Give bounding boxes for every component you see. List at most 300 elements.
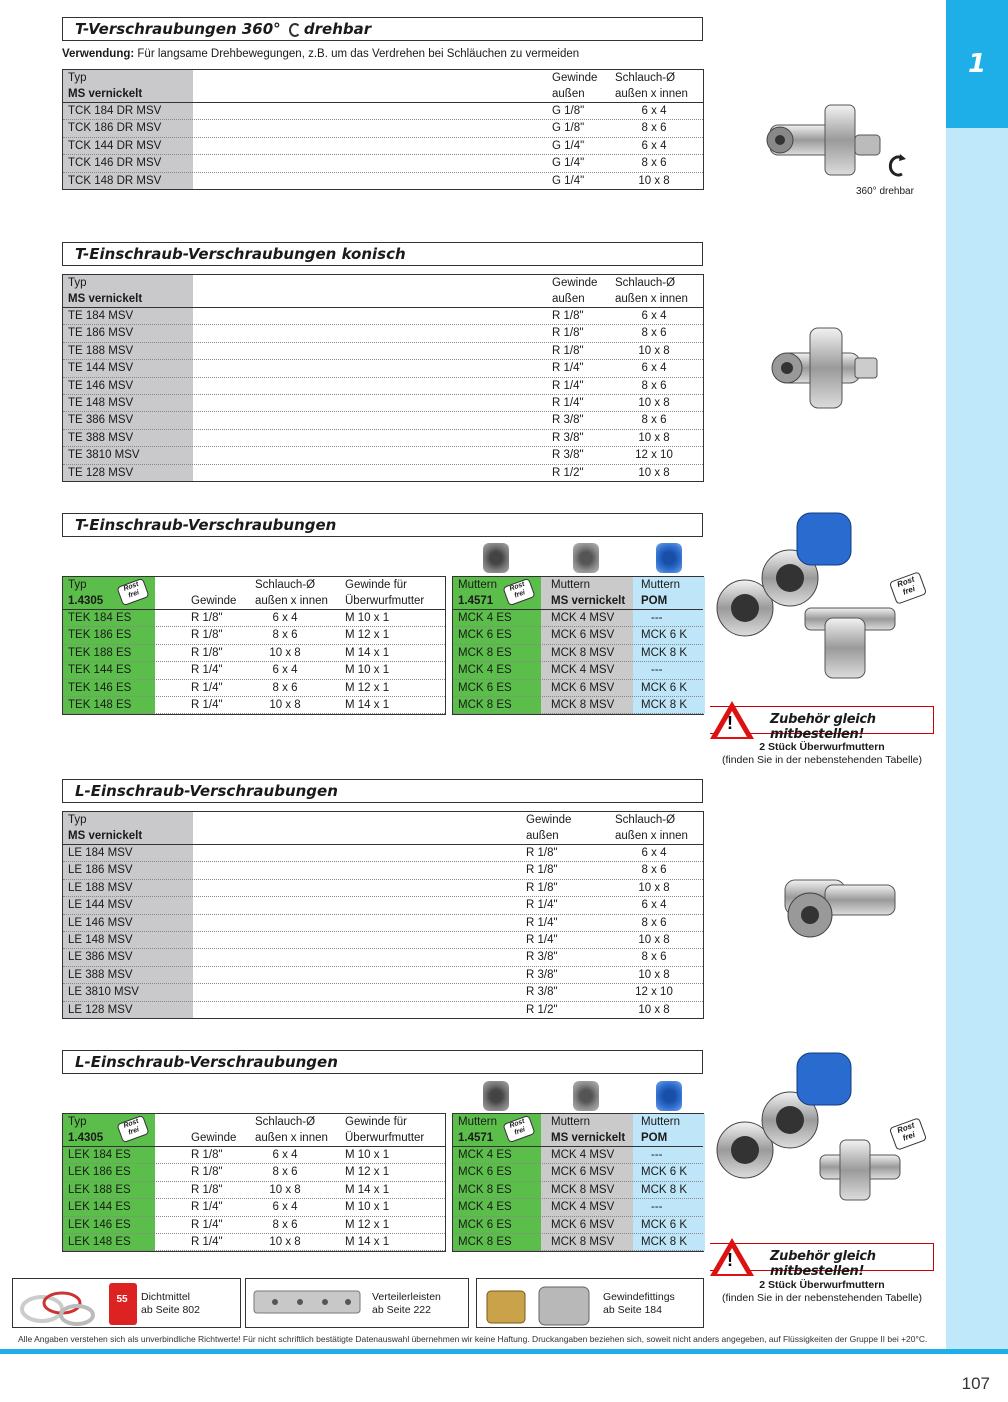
- table-cell: Gewinde für: [345, 579, 408, 591]
- table-row: [63, 897, 703, 914]
- table-cell: 6 x 4: [272, 1201, 298, 1214]
- crossref-gewindefittings[interactable]: [476, 1278, 704, 1328]
- table-header-row: [453, 577, 703, 593]
- table-cell: R 1/4": [191, 1201, 223, 1214]
- table-cell: MCK 8 K: [641, 1235, 688, 1248]
- table-cell: R 1/2": [552, 466, 584, 479]
- table-header-row: [63, 291, 703, 308]
- table-cell: TE 388 MSV: [68, 431, 134, 444]
- table-tek-left: [62, 576, 446, 715]
- table-cell: MCK 8 MSV: [551, 698, 615, 711]
- table-cell: außen: [552, 88, 585, 100]
- table-cell: Muttern: [641, 1116, 680, 1128]
- table-cell: 8 x 6: [641, 864, 667, 877]
- table-row: [63, 447, 703, 464]
- table-cell: R 1/4": [191, 1235, 223, 1248]
- table-cell: ---: [651, 612, 663, 624]
- table-row: [63, 1199, 445, 1216]
- table-cell: M 14 x 1: [345, 646, 390, 659]
- table-cell: Gewinde: [552, 72, 598, 84]
- table-cell: M 12 x 1: [345, 681, 390, 694]
- nut-brass-icon: [573, 543, 599, 573]
- table-cell: R 3/8": [552, 431, 584, 444]
- table-row: [453, 1147, 703, 1164]
- table-row: [63, 360, 703, 377]
- table-cell: MCK 6 K: [641, 1166, 688, 1179]
- table-cell: R 1/8": [552, 310, 584, 322]
- table-cell: M 10 x 1: [345, 1149, 390, 1161]
- rotate-icon: [289, 23, 301, 37]
- table-tek-muttern: [452, 576, 704, 715]
- table-cell: TE 146 MSV: [68, 379, 134, 392]
- chapter-tab[interactable]: [946, 0, 1008, 128]
- section-title-le: L-Einschraub-Verschraubungen: [62, 779, 703, 803]
- table-cell: 10 x 8: [269, 1183, 301, 1196]
- crossref-name: Dichtmittel: [141, 1291, 191, 1303]
- table-cell: MCK 8 MSV: [551, 1183, 615, 1196]
- table-cell: MS vernickelt: [68, 88, 143, 100]
- table-cell: 6 x 4: [641, 139, 667, 152]
- table-cell: 8 x 6: [641, 414, 667, 427]
- sealant-badge: 55: [116, 1294, 128, 1305]
- table-header-row: [63, 828, 703, 845]
- table-cell: außen x innen: [255, 595, 328, 607]
- table-cell: Gewinde: [191, 1132, 237, 1144]
- table-cell: MS vernickelt: [551, 1132, 626, 1144]
- fittings-image: [481, 1281, 601, 1327]
- table-cell: 6 x 4: [272, 664, 298, 677]
- table-cell: Überwurfmutter: [345, 595, 425, 607]
- table-row: [63, 932, 703, 949]
- table-cell: MCK 6 ES: [458, 1218, 512, 1231]
- table-cell: LEK 188 ES: [68, 1183, 131, 1196]
- table-cell: MCK 4 MSV: [551, 1149, 615, 1161]
- table-cell: Muttern: [458, 1116, 497, 1128]
- table-row: [63, 138, 703, 155]
- table-cell: 10 x 8: [269, 698, 301, 711]
- table-row: [63, 697, 445, 714]
- table-cell: TE 144 MSV: [68, 362, 134, 375]
- table-cell: R 1/4": [552, 362, 584, 375]
- table-cell: R 1/8": [526, 864, 558, 877]
- table-row: [453, 627, 703, 644]
- table-cell: MCK 8 ES: [458, 1183, 512, 1196]
- rostfrei-badge-icon: Rost frei: [502, 1115, 535, 1143]
- table-cell: R 1/8": [526, 847, 558, 859]
- table-cell: 10 x 8: [638, 466, 670, 479]
- table-cell: TE 148 MSV: [68, 396, 134, 409]
- table-cell: MCK 6 MSV: [551, 1218, 615, 1231]
- table-cell: 10 x 8: [638, 968, 670, 981]
- table-row: [63, 378, 703, 395]
- section-title-lek: L-Einschraub-Verschraubungen: [62, 1050, 703, 1074]
- table-row: [63, 308, 703, 325]
- usage-note: Verwendung: Für langsame Drehbewegungen, z.B. um das Verdrehen bei Schläuchen zu vermeiden: [62, 48, 580, 60]
- table-cell: 8 x 6: [641, 122, 667, 135]
- table-cell: LE 144 MSV: [68, 899, 133, 912]
- table-cell: 10 x 8: [638, 396, 670, 409]
- table-cell: TCK 144 DR MSV: [68, 139, 162, 152]
- table-cell: TCK 148 DR MSV: [68, 174, 162, 187]
- table-row: [63, 1147, 445, 1164]
- disclaimer-footer: Alle Angaben verstehen sich als unverbindliche Richtwerte! Für nicht schriftlich bestätigte Datenauswahl übernehmen wir keine Haftung. Druckangaben beziehen sich, soweit nicht anders angegeben, auf Flüssigkeiten der Gruppe II bei +20°C.: [18, 1334, 928, 1344]
- table-cell: Schlauch-Ø: [255, 579, 316, 591]
- table-cell: Schlauch-Ø: [615, 72, 676, 84]
- table-cell: 1.4571: [458, 595, 494, 607]
- table-lek-muttern: [452, 1113, 704, 1252]
- table-cell: M 12 x 1: [345, 1218, 390, 1231]
- table-cell: G 1/8": [552, 122, 585, 135]
- table-row: [453, 1182, 703, 1199]
- table-cell: R 1/4": [191, 1218, 223, 1231]
- table-cell: LEK 184 ES: [68, 1149, 131, 1161]
- nut-pom-icon: [656, 1081, 682, 1111]
- table-cell: POM: [641, 595, 668, 607]
- table-cell: R 1/4": [191, 698, 223, 711]
- table-row: [63, 915, 703, 932]
- section-title-te-konisch: T-Einschraub-Verschraubungen konisch: [62, 242, 703, 266]
- table-cell: Typ: [68, 579, 87, 591]
- table-cell: Muttern: [458, 579, 497, 591]
- table-cell: MCK 6 K: [641, 629, 688, 642]
- table-cell: R 1/8": [552, 327, 584, 340]
- table-row: [63, 465, 703, 481]
- table-cell: R 1/8": [191, 646, 223, 659]
- table-cell: R 1/8": [191, 1183, 223, 1196]
- table-cell: MCK 6 K: [641, 1218, 688, 1231]
- table-cell: M 12 x 1: [345, 629, 390, 642]
- table-cell: 10 x 8: [638, 1003, 670, 1016]
- warning-note: 2 Stück Überwurfmuttern (finden Sie in der nebenstehenden Tabelle): [721, 1279, 923, 1304]
- nut-steel-icon: [483, 543, 509, 573]
- table-cell: TEK 184 ES: [68, 612, 132, 624]
- table-cell: MS vernickelt: [551, 595, 626, 607]
- table-row: [63, 155, 703, 172]
- table-cell: MCK 4 ES: [458, 1149, 512, 1161]
- table-cell: MCK 8 K: [641, 646, 688, 659]
- table-cell: Typ: [68, 814, 87, 826]
- table-row: [453, 610, 703, 627]
- crossref-dichtmittel[interactable]: [12, 1278, 241, 1328]
- product-image-lek: [705, 1045, 905, 1235]
- table-cell: Schlauch-Ø: [255, 1116, 316, 1128]
- table-cell: Muttern: [551, 579, 590, 591]
- table-cell: TCK 146 DR MSV: [68, 157, 162, 170]
- table-cell: MCK 8 ES: [458, 698, 512, 711]
- table-header-row: [453, 1114, 703, 1130]
- table-cell: 6 x 4: [641, 847, 667, 859]
- product-image-te-konisch: [765, 318, 885, 418]
- table-cell: 12 x 10: [635, 449, 673, 462]
- table-cell: G 1/4": [552, 139, 585, 152]
- table-cell: R 3/8": [552, 414, 584, 427]
- table-cell: Typ: [68, 1116, 87, 1128]
- table-cell: LEK 186 ES: [68, 1166, 131, 1179]
- rostfrei-badge-icon: Rost frei: [116, 1115, 149, 1143]
- product-image-le: [770, 855, 910, 955]
- section-title-t-360: T-Verschraubungen 360° drehbar: [62, 17, 703, 41]
- table-cell: MCK 6 MSV: [551, 629, 615, 642]
- table-cell: MCK 8 ES: [458, 1235, 512, 1248]
- table-row: [63, 984, 703, 1001]
- crossref-verteilerleisten[interactable]: [245, 1278, 469, 1328]
- table-cell: MCK 4 ES: [458, 1201, 512, 1214]
- crossref-page: ab Seite 222: [372, 1304, 431, 1316]
- table-cell: TEK 188 ES: [68, 646, 132, 659]
- table-cell: Gewinde für: [345, 1116, 408, 1128]
- table-header-row: [63, 70, 703, 86]
- table-cell: 8 x 6: [641, 157, 667, 170]
- crossref-name: Verteilerleisten: [372, 1291, 441, 1303]
- table-cell: TCK 184 DR MSV: [68, 105, 162, 117]
- table-cell: TE 188 MSV: [68, 344, 134, 357]
- table-lek-left: [62, 1113, 446, 1252]
- table-cell: TEK 146 ES: [68, 681, 132, 694]
- chapter-number: 1: [967, 49, 987, 79]
- table-row: [63, 1217, 445, 1234]
- table-cell: MCK 4 MSV: [551, 1201, 615, 1214]
- image-caption: 360° drehbar: [856, 186, 914, 197]
- table-cell: MCK 8 K: [641, 698, 688, 711]
- table-cell: R 1/8": [191, 612, 223, 624]
- table-cell: LEK 148 ES: [68, 1235, 131, 1248]
- table-row: [63, 967, 703, 984]
- rostfrei-stamp: Rost frei: [889, 1117, 927, 1150]
- table-cell: TEK 186 ES: [68, 629, 132, 642]
- table-row: [63, 662, 445, 679]
- table-cell: 10 x 8: [269, 646, 301, 659]
- table-cell: außen: [552, 293, 585, 305]
- side-tab-bar: [946, 0, 1008, 1352]
- table-cell: 10 x 8: [638, 881, 670, 894]
- table-cell: MCK 6 MSV: [551, 1166, 615, 1179]
- table-cell: LE 146 MSV: [68, 916, 133, 929]
- table-cell: LEK 146 ES: [68, 1218, 131, 1231]
- table-cell: MCK 8 MSV: [551, 646, 615, 659]
- table-cell: LE 386 MSV: [68, 951, 133, 964]
- table-row: [63, 610, 445, 627]
- table-cell: R 1/8": [191, 1149, 223, 1161]
- table-cell: MCK 4 MSV: [551, 612, 615, 624]
- table-cell: TEK 148 ES: [68, 698, 132, 711]
- page-number: 107: [961, 1374, 990, 1393]
- table-cell: G 1/4": [552, 157, 585, 170]
- table-cell: R 1/4": [526, 933, 558, 946]
- table-cell: R 1/2": [526, 1003, 558, 1016]
- crossref-name: Gewindefittings: [603, 1291, 675, 1303]
- table-cell: Muttern: [641, 579, 680, 591]
- table-cell: MCK 6 ES: [458, 629, 512, 642]
- table-row: [63, 1002, 703, 1018]
- table-row: [63, 325, 703, 342]
- table-cell: 8 x 6: [641, 951, 667, 964]
- table-cell: 10 x 8: [638, 933, 670, 946]
- table-cell: R 1/4": [191, 664, 223, 677]
- table-cell: POM: [641, 1132, 668, 1144]
- table-cell: MCK 6 K: [641, 681, 688, 694]
- table-cell: MCK 8 MSV: [551, 1235, 615, 1248]
- table-cell: TE 184 MSV: [68, 310, 134, 322]
- table-cell: LE 388 MSV: [68, 968, 133, 981]
- table-cell: M 10 x 1: [345, 664, 390, 677]
- table-cell: 10 x 8: [638, 431, 670, 444]
- table-row: [63, 880, 703, 897]
- rostfrei-badge-icon: Rost frei: [116, 578, 149, 606]
- table-cell: Typ: [68, 72, 87, 84]
- table-cell: TE 3810 MSV: [68, 449, 140, 462]
- table-row: [63, 645, 445, 662]
- table-cell: TE 386 MSV: [68, 414, 134, 427]
- rostfrei-badge-icon: Rost frei: [502, 578, 535, 606]
- crossref-page: ab Seite 184: [603, 1304, 662, 1316]
- table-cell: Muttern: [551, 1116, 590, 1128]
- table-row: [453, 1199, 703, 1216]
- table-cell: 8 x 6: [272, 1218, 298, 1231]
- table-row: [63, 1234, 445, 1251]
- table-cell: 8 x 6: [641, 327, 667, 340]
- table-row: [453, 680, 703, 697]
- table-row: [63, 1164, 445, 1181]
- warning-banner: ! Zubehör gleich mitbestellen!: [710, 706, 934, 734]
- table-cell: ---: [651, 1201, 663, 1214]
- table-cell: LE 186 MSV: [68, 864, 133, 877]
- rostfrei-stamp: Rost frei: [889, 571, 927, 604]
- table-cell: R 1/4": [552, 379, 584, 392]
- table-row: [63, 680, 445, 697]
- table-cell: LE 188 MSV: [68, 881, 133, 894]
- table-cell: 8 x 6: [272, 629, 298, 642]
- table-row: [453, 1164, 703, 1181]
- table-row: [63, 627, 445, 644]
- table-header-row: [453, 593, 703, 610]
- table-row: [63, 395, 703, 412]
- table-row: [63, 845, 703, 862]
- table-t-360: [62, 69, 704, 190]
- table-header-row: [63, 86, 703, 103]
- table-row: [63, 949, 703, 966]
- product-image-tek: [705, 508, 905, 698]
- table-cell: G 1/8": [552, 105, 585, 117]
- table-cell: 8 x 6: [641, 379, 667, 392]
- table-cell: M 10 x 1: [345, 612, 390, 624]
- table-cell: Schlauch-Ø: [615, 277, 676, 289]
- table-header-row: [63, 275, 703, 291]
- table-cell: Schlauch-Ø: [615, 814, 676, 826]
- table-cell: MS vernickelt: [68, 830, 143, 842]
- table-row: [63, 343, 703, 360]
- table-cell: TEK 144 ES: [68, 664, 132, 677]
- table-cell: LEK 144 ES: [68, 1201, 131, 1214]
- table-cell: MCK 4 MSV: [551, 664, 615, 677]
- table-cell: R 1/8": [191, 629, 223, 642]
- table-cell: ---: [651, 664, 663, 677]
- nut-steel-icon: [483, 1081, 509, 1111]
- table-row: [453, 1234, 703, 1251]
- table-cell: 1.4305: [68, 595, 104, 607]
- table-cell: 6 x 4: [641, 105, 667, 117]
- table-row: [453, 697, 703, 714]
- table-cell: 6 x 4: [272, 612, 298, 624]
- table-cell: Überwurfmutter: [345, 1132, 425, 1144]
- table-cell: außen x innen: [255, 1132, 328, 1144]
- table-te-konisch: [62, 274, 704, 482]
- table-cell: 1.4305: [68, 1132, 104, 1144]
- table-cell: 6 x 4: [272, 1149, 298, 1161]
- table-cell: MCK 4 ES: [458, 664, 512, 677]
- table-row: [453, 645, 703, 662]
- table-cell: 8 x 6: [272, 681, 298, 694]
- table-cell: G 1/4": [552, 174, 585, 187]
- table-cell: M 10 x 1: [345, 1201, 390, 1214]
- warning-banner: ! Zubehör gleich mitbestellen!: [710, 1243, 934, 1271]
- table-cell: 6 x 4: [641, 899, 667, 912]
- table-cell: LE 148 MSV: [68, 933, 133, 946]
- table-cell: ---: [651, 1149, 663, 1161]
- table-cell: 1.4571: [458, 1132, 494, 1144]
- table-cell: MCK 6 ES: [458, 681, 512, 694]
- table-cell: Gewinde: [526, 814, 572, 826]
- table-cell: R 1/4": [526, 916, 558, 929]
- section-title-tek: T-Einschraub-Verschraubungen: [62, 513, 703, 537]
- table-header-row: [453, 1130, 703, 1147]
- table-cell: MCK 6 MSV: [551, 681, 615, 694]
- table-cell: 12 x 10: [635, 986, 673, 999]
- table-cell: R 1/8": [526, 881, 558, 894]
- table-cell: R 3/8": [552, 449, 584, 462]
- table-cell: R 1/4": [552, 396, 584, 409]
- table-cell: 8 x 6: [272, 1166, 298, 1179]
- bottom-rule: [0, 1349, 1008, 1354]
- table-row: [453, 1217, 703, 1234]
- table-cell: R 1/8": [552, 344, 584, 357]
- table-cell: Typ: [68, 277, 87, 289]
- table-row: [63, 412, 703, 429]
- table-cell: M 12 x 1: [345, 1166, 390, 1179]
- rotate-360-icon: [887, 152, 909, 180]
- table-cell: M 14 x 1: [345, 1183, 390, 1196]
- table-row: [63, 103, 703, 120]
- table-cell: 8 x 6: [641, 916, 667, 929]
- table-cell: 10 x 8: [638, 344, 670, 357]
- table-row: [63, 1182, 445, 1199]
- table-cell: M 14 x 1: [345, 698, 390, 711]
- table-cell: MCK 8 ES: [458, 646, 512, 659]
- table-cell: R 1/4": [526, 899, 558, 912]
- product-image-t-360: [760, 95, 900, 185]
- table-cell: LE 184 MSV: [68, 847, 133, 859]
- table-cell: TE 128 MSV: [68, 466, 134, 479]
- table-cell: R 1/4": [191, 681, 223, 694]
- table-cell: TCK 186 DR MSV: [68, 122, 162, 135]
- table-cell: 6 x 4: [641, 310, 667, 322]
- table-cell: TE 186 MSV: [68, 327, 134, 340]
- table-cell: R 3/8": [526, 968, 558, 981]
- table-cell: außen x innen: [615, 88, 688, 100]
- table-cell: 10 x 8: [638, 174, 670, 187]
- table-cell: außen: [526, 830, 559, 842]
- table-cell: LE 128 MSV: [68, 1003, 133, 1016]
- table-cell: außen x innen: [615, 293, 688, 305]
- table-row: [63, 173, 703, 189]
- table-cell: LE 3810 MSV: [68, 986, 139, 999]
- table-cell: M 14 x 1: [345, 1235, 390, 1248]
- table-cell: MS vernickelt: [68, 293, 143, 305]
- crossref-page: ab Seite 802: [141, 1304, 200, 1316]
- table-row: [63, 862, 703, 879]
- table-cell: Gewinde: [191, 595, 237, 607]
- table-row: [63, 430, 703, 447]
- table-cell: 10 x 8: [269, 1235, 301, 1248]
